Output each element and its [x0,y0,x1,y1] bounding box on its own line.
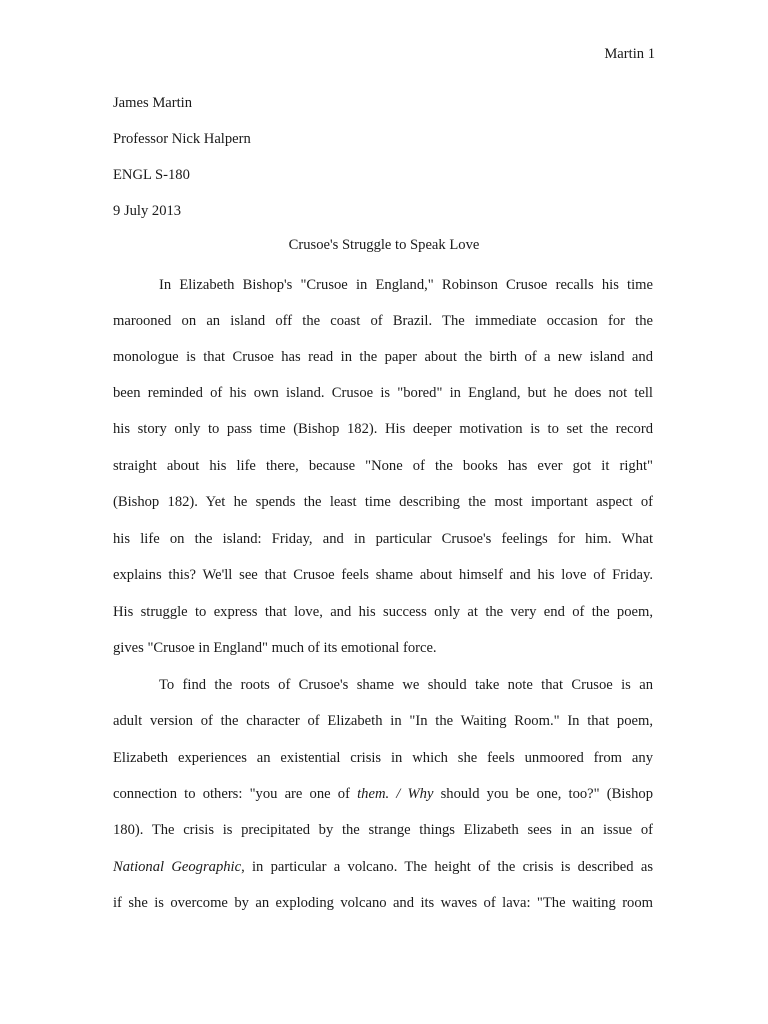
paragraph-1-line: (Bishop 182). Yet he spends the least time describing the most important aspect of [113,494,653,510]
text-segment: connection to others: "you are one of [113,786,358,802]
paragraph-2-line: To find the roots of Crusoe's shame we should take note that Crusoe is an [159,677,653,693]
paragraph-1-line: been reminded of his own island. Crusoe is "bored" in England, but he does not tell [113,385,653,401]
italic-quote: them. / Why [357,786,434,802]
essay-title: Crusoe's Struggle to Speak Love [288,237,480,253]
paragraph-1-line: straight about his life there, because "None of the books has ever got it right" [113,458,653,474]
paragraph-1-line: gives "Crusoe in England" much of its emotional force. [113,640,437,656]
paragraph-2-line: 180). The crisis is precipitated by the strange things Elizabeth sees in an issue of [113,822,653,838]
paragraph-1-line: In Elizabeth Bishop's "Crusoe in England," Robinson Crusoe recalls his time [159,277,653,293]
paragraph-2-line: Elizabeth experiences an existential crisis in which she feels unmoored from any [113,750,653,766]
paragraph-1-line: His struggle to express that love, and his success only at the very end of the poem, [113,604,653,620]
italic-publication-title: National Geographic [113,859,242,875]
paragraph-2-line [113,786,653,803]
instructor-name: Professor Nick Halpern [113,131,251,147]
paragraph-2-line: if she is overcome by an exploding volcano and its waves of lava: "The waiting room [113,895,653,911]
paragraph-1-line: his life on the island: Friday, and in particular Crusoe's feelings for him. What [113,531,653,547]
course-code: ENGL S-180 [113,167,190,183]
essay-date: 9 July 2013 [113,203,182,219]
paragraph-2-line: adult version of the character of Elizabeth in "In the Waiting Room." In that poem, [113,713,653,729]
paragraph-1-line: marooned on an island off the coast of Brazil. The immediate occasion for the [113,313,653,329]
paragraph-2-line [113,859,653,876]
paragraph-1-line: explains this? We'll see that Crusoe feels shame about himself and his love of Friday. [113,567,653,583]
author-name: James Martin [113,95,193,111]
text-segment: , in particular a volcano. The height of the crisis is described as [241,859,654,875]
running-head: Martin 1 [604,46,655,62]
paragraph-1-line: monologue is that Crusoe has read in the paper about the birth of a new island and [113,349,653,365]
paragraph-1-line: his story only to pass time (Bishop 182). His deeper motivation is to set the record [113,421,653,437]
text-segment: should you be one, too?" (Bishop [433,786,653,802]
